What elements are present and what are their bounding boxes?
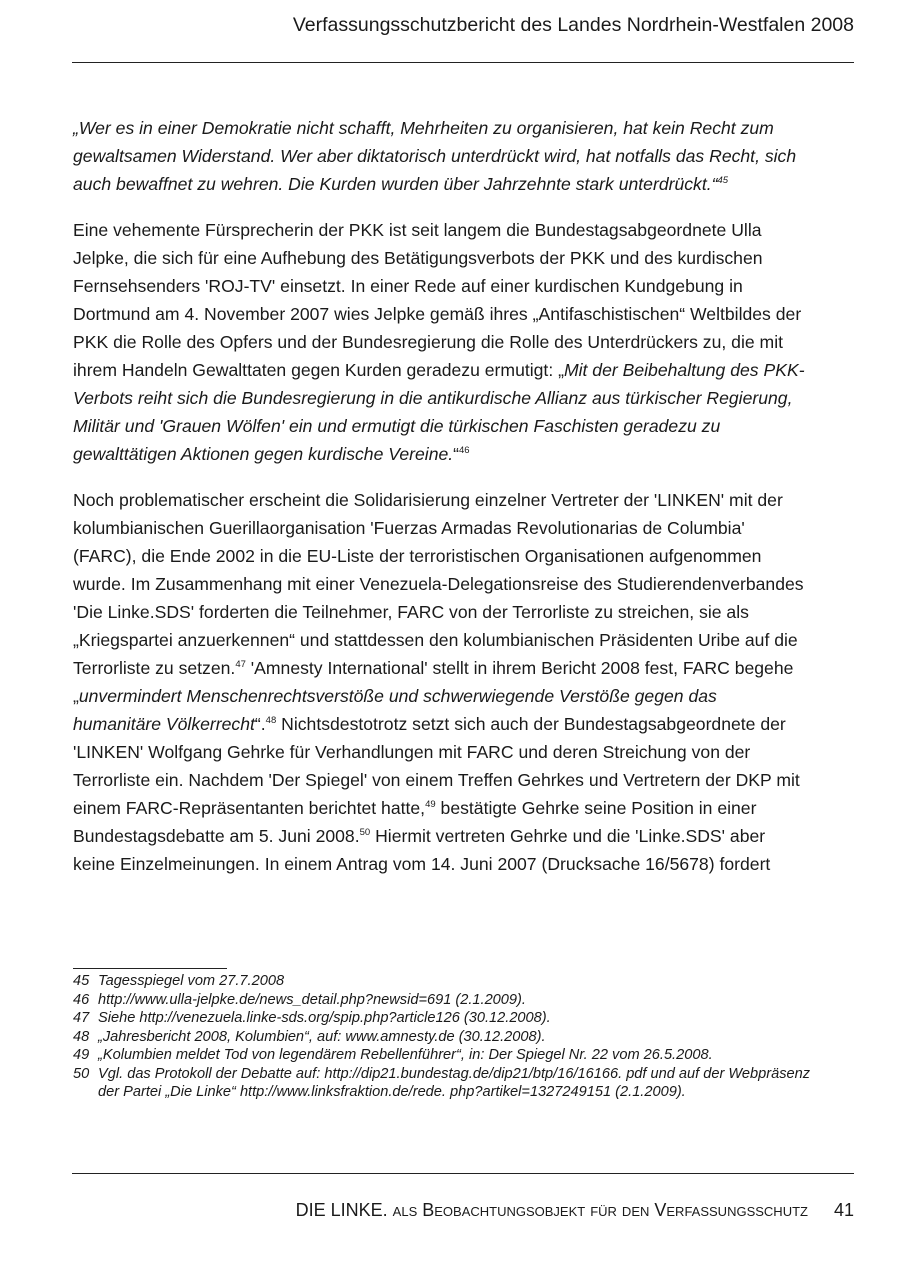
paragraph-text: “ xyxy=(453,444,460,464)
footnote-text: „Kolumbien meldet Tod von legendärem Rebellenführer“, in: Der Spiegel Nr. 22 vom 26.5.2008. xyxy=(98,1047,713,1063)
footnote-text: http://www.ulla-jelpke.de/news_detail.php?newsid=691 (2.1.2009). xyxy=(98,991,526,1008)
paragraph-jelpke xyxy=(73,216,808,468)
paragraph-text: Nichtsdestotrotz setzt sich auch der Bundestagsabgeordnete der 'LINKEN' Wolfgang Gehrke für Verhandlungen mit FARC und deren Streichung von der Terrorliste ein. Nachdem 'Der Spiegel' von einem Treffen Gehrkes und Vertretern der DKP mit einem FARC-Repräsentanten berichtet hatte, xyxy=(73,714,800,818)
footer-title: DIE LINKE. als Beobachtungsobjekt für den Verfassungsschutz xyxy=(295,1200,808,1220)
footer-divider xyxy=(72,1173,854,1174)
footnote-ref: 45 xyxy=(717,175,729,186)
paragraph-text: “. xyxy=(254,714,266,734)
footnote-text: „Jahresbericht 2008, Kolumbien“, auf: www.amnesty.de (30.12.2008). xyxy=(98,1028,546,1045)
footnote-number: 46 xyxy=(73,991,90,1008)
inline-quote: Mit der Beibehaltung des PKK-Verbots reiht sich die Bundesregierung in die antikurdische Allianz aus türkischer Regierung, Militär und 'Grauen Wölfen' ein und ermutigt die türkischen Faschisten geradezu zu gewalttätigen Aktionen gegen kurdische Vereine. xyxy=(73,360,805,464)
inline-quote: unvermindert Menschenrechtsverstöße und schwerwiegende Verstöße gegen das humanitäre Völkerrecht xyxy=(73,686,717,734)
footnote xyxy=(73,1046,813,1065)
footnote xyxy=(73,1028,813,1047)
quote-text: „Wer es in einer Demokratie nicht schafft, Mehrheiten zu organisieren, hat kein Recht zum gewaltsamen Widerstand. Wer aber diktatorisch unterdrückt wird, hat notfalls das Recht, sich auch bewaffnet zu wehren. Die Kurden wurden über Jahrzehnte stark unterdrückt.“ xyxy=(73,118,797,194)
quote-paragraph xyxy=(73,114,808,198)
paragraph-text: Hiermit vertreten Gehrke und die 'Linke.SDS' aber keine Einzelmeinungen. In einem Antrag vom 14. Juni 2007 (Drucksache 16/5678) fordert xyxy=(73,826,771,874)
footnote-number: 50 xyxy=(73,1065,90,1082)
paragraph-text: Noch problematischer erscheint die Solidarisierung einzelner Vertreter der 'LINKEN' mit der kolumbianischen Guerillaorganisation 'Fuerzas Armadas Revolutionarias de Columbia' (FARC), die Ende 2002 in die EU-Liste der terroristischen Organisationen aufgenommen wurde. Im Zusammenhang mit einer Venezuela-Delegationsreise des Studierendenverbandes 'Die Linke.SDS' forderten die Teilnehmer, FARC von der Terrorliste zu streichen, sie als „Kriegspartei anzuerkennen“ und stattdessen den kolumbianischen Präsidenten Uribe auf die Terrorliste zu setzen. xyxy=(73,490,804,678)
footnote xyxy=(73,972,813,991)
main-content xyxy=(73,114,808,878)
footnote-text: Siehe http://venezuela.linke-sds.org/spip.php?article126 (30.12.2008). xyxy=(98,1010,551,1026)
page-header xyxy=(72,12,854,63)
paragraph-text: Eine vehemente Fürsprecherin der PKK ist seit langem die Bundestagsabgeordnete Ulla Jelpke, die sich für eine Aufhebung des Betätigungsverbots der PKK und des kurdischen Fernsehsenders 'ROJ-TV' einsetzt. In einer Rede auf einer kurdischen Kundgebung in Dortmund am 4. November 2007 wies Jelpke gemäß ihres „Antifaschistischen“ Weltbildes der PKK die Rolle des Opfers und der Bundesregierung die Rolle des Unterdrückers zu, die mit ihrem Handeln Gewalttaten gegen Kurden geradezu ermutigt: „ xyxy=(73,220,802,380)
footnote xyxy=(73,991,813,1010)
footnote-number: 47 xyxy=(73,1010,90,1026)
paragraph-text: bestätigte Gehrke seine Position in einer Bundestagsdebatte am 5. Juni 2008. xyxy=(73,798,757,846)
page-number: 41 xyxy=(833,1200,854,1220)
paragraph-farc xyxy=(73,486,808,878)
footnote-ref: 49 xyxy=(425,799,436,810)
footnote xyxy=(73,1065,813,1102)
footnote-ref: 47 xyxy=(235,659,246,670)
paragraph-text: 'Amnesty International' stellt in ihrem Bericht 2008 fest, FARC begehe „ xyxy=(73,658,794,706)
footnote xyxy=(73,1009,813,1028)
footnotes xyxy=(73,972,813,1102)
footnote-number: 49 xyxy=(73,1047,90,1063)
footnote-ref: 50 xyxy=(359,827,371,838)
footnote-divider xyxy=(73,968,227,969)
footnote-number: 45 xyxy=(73,973,90,989)
header-title: Verfassungsschutzbericht des Landes Nordrhein-Westfalen 2008 xyxy=(292,14,854,36)
footnote-ref: 46 xyxy=(459,445,470,456)
page-footer xyxy=(296,1198,854,1222)
footnote-ref: 48 xyxy=(265,715,277,726)
footnote-number: 48 xyxy=(73,1028,90,1045)
footnote-text: Vgl. das Protokoll der Debatte auf: http://dip21.bundestag.de/dip21/btp/16/16166. pdf und auf der Webpräsenz der Partei „Die Linke“ http://www.linksfraktion.de/rede. php?artikel=1327249151 (2.1.2009). xyxy=(98,1065,811,1100)
footnote-text: Tagesspiegel vom 27.7.2008 xyxy=(98,973,285,989)
